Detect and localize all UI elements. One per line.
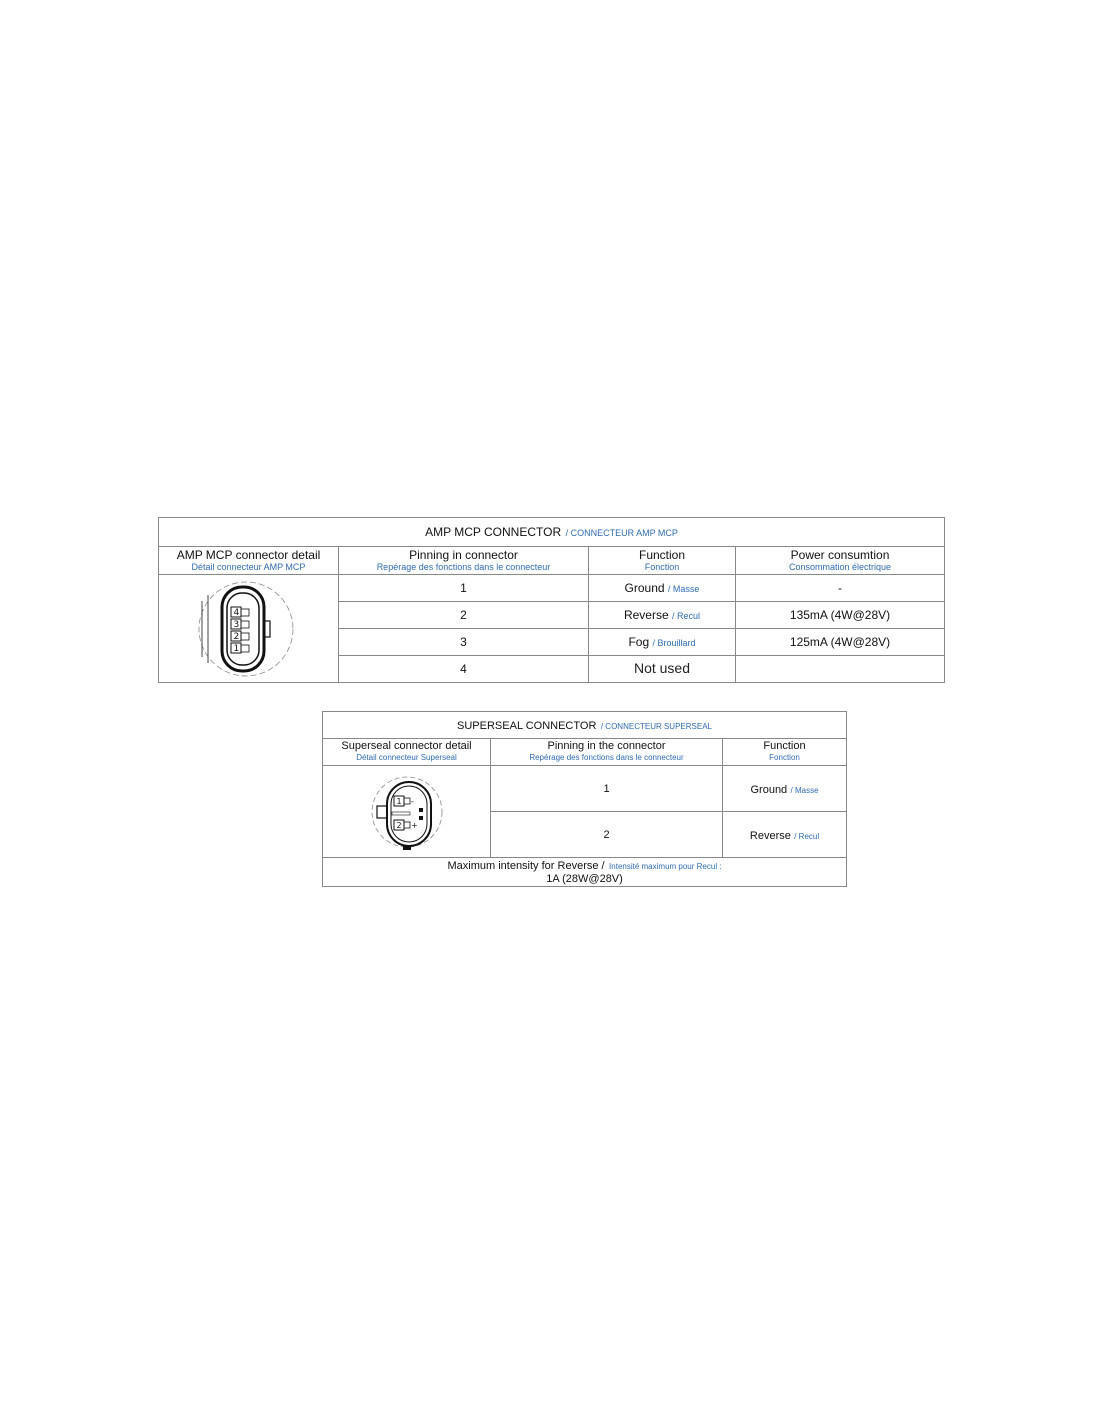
amp-connector-drawing-cell xyxy=(159,575,339,683)
superseal-header-function xyxy=(723,739,847,766)
header-en: Function xyxy=(763,740,806,752)
header-en: Pinning in connector xyxy=(409,547,518,562)
superseal-title-fr: / CONNECTEUR SUPERSEAL xyxy=(600,722,712,731)
superseal-connector-drawing-cell xyxy=(323,766,491,858)
header-fr: Repérage des fonctions dans le connecteur xyxy=(376,561,551,572)
header-en: Power consumtion xyxy=(790,547,890,562)
amp-function-cell xyxy=(589,602,736,629)
function-fr: / Recul xyxy=(672,611,701,621)
superseal-header-pinning xyxy=(491,739,723,766)
superseal-footer-cell xyxy=(323,858,847,887)
amp-function-cell xyxy=(589,629,736,656)
superseal-pin-polarity: - xyxy=(410,796,414,806)
amp-header-function xyxy=(589,547,736,575)
amp-title: AMP MCP CONNECTOR xyxy=(425,525,562,539)
function-fr: / Masse xyxy=(790,785,819,795)
superseal-pin-cell: 1 xyxy=(491,766,723,812)
superseal-title-cell xyxy=(323,712,847,739)
amp-header-power xyxy=(736,547,945,575)
amp-function-cell xyxy=(589,575,736,602)
superseal-header-detail xyxy=(323,739,491,766)
amp-mcp-table xyxy=(158,517,945,683)
header-fr: Détail connecteur AMP MCP xyxy=(191,561,306,572)
superseal-function-cell xyxy=(723,766,847,812)
header-fr: Fonction xyxy=(644,561,680,572)
superseal-pin-label: 2 xyxy=(396,820,402,830)
amp-pin-cell: 4 xyxy=(339,656,589,683)
footer-fr: Intensité maximum pour Recul : xyxy=(609,862,722,871)
superseal-table xyxy=(322,711,847,887)
superseal-function-cell xyxy=(723,812,847,858)
amp-pin-label: 3 xyxy=(233,619,239,630)
header-en: AMP MCP connector detail xyxy=(176,547,321,562)
function-en: Reverse xyxy=(749,829,791,842)
amp-power-cell: - xyxy=(736,575,945,602)
superseal-title: SUPERSEAL CONNECTOR xyxy=(457,720,597,732)
amp-pin-cell: 3 xyxy=(339,629,589,656)
amp-pin-label: 4 xyxy=(233,607,239,618)
header-en: Superseal connector detail xyxy=(341,740,472,752)
function-en: Ground xyxy=(750,783,788,796)
amp-title-cell xyxy=(159,518,945,547)
amp-power-cell: 135mA (4W@28V) xyxy=(736,602,945,629)
header-en: Pinning in the connector xyxy=(547,740,666,752)
table-row xyxy=(159,575,945,602)
function-fr: / Masse xyxy=(667,584,700,594)
table-row xyxy=(323,766,847,812)
function-fr: / Brouillard xyxy=(652,638,696,648)
superseal-pin-cell: 2 xyxy=(491,812,723,858)
amp-pin-cell: 2 xyxy=(339,602,589,629)
header-en: Function xyxy=(638,547,686,562)
amp-pin-cell: 1 xyxy=(339,575,589,602)
header-fr: Fonction xyxy=(769,753,800,762)
amp-power-cell: 125mA (4W@28V) xyxy=(736,629,945,656)
superseal-pin-label: 1 xyxy=(396,796,402,806)
function-en: Ground xyxy=(624,581,665,595)
function-en: Fog xyxy=(628,635,650,649)
amp-title-fr: / CONNECTEUR AMP MCP xyxy=(565,528,678,538)
superseal-connector-icon xyxy=(367,770,447,854)
amp-pin-label: 1 xyxy=(233,643,239,654)
amp-connector-icon xyxy=(194,579,304,679)
amp-pin-label: 2 xyxy=(233,631,239,642)
function-en: Not used xyxy=(633,660,691,676)
header-fr: Consommation électrique xyxy=(788,561,892,572)
amp-header-pinning xyxy=(339,547,589,575)
superseal-pin-polarity: + xyxy=(410,820,418,830)
function-en: Reverse xyxy=(623,608,669,622)
header-fr: Détail connecteur Superseal xyxy=(356,753,457,762)
amp-power-cell xyxy=(736,656,945,683)
amp-function-cell xyxy=(589,656,736,683)
amp-header-detail xyxy=(159,547,339,575)
footer-en: Maximum intensity for Reverse / xyxy=(447,860,605,872)
footer-value: 1A (28W@28V) xyxy=(546,873,623,885)
header-fr: Repérage des fonctions dans le connecteur xyxy=(529,753,684,762)
function-fr: / Recul xyxy=(794,831,820,841)
